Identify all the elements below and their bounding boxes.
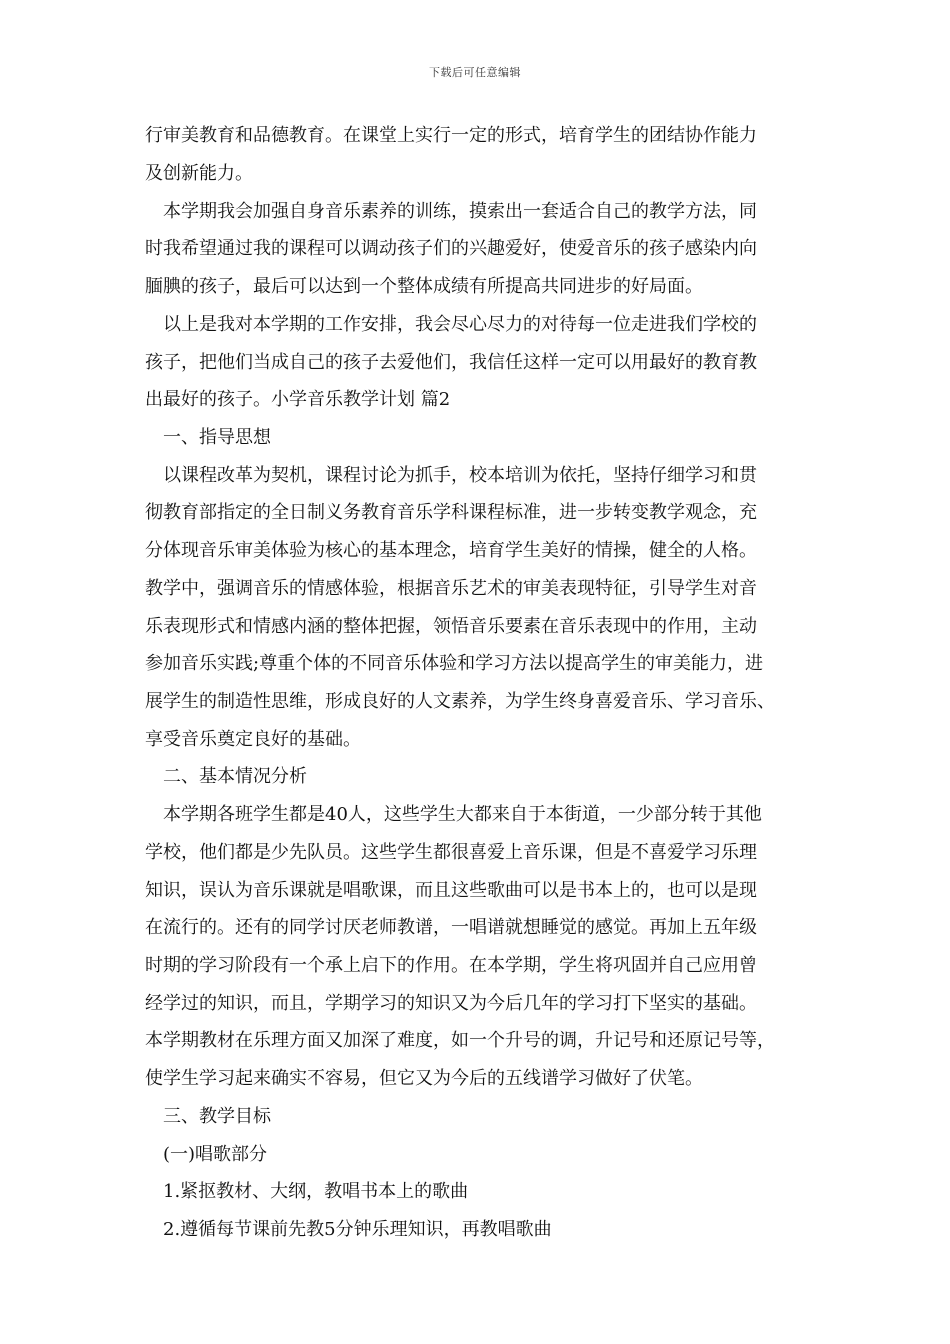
text-line: 使学生学习起来确实不容易，但它又为今后的五线谱学习做好了伏笔。 (145, 1068, 703, 1089)
text-line: 在流行的。还有的同学讨厌老师教谱，一唱谱就想睡觉的感觉。再加上五年级 (145, 917, 757, 938)
text-line: 享受音乐奠定良好的基础。 (145, 729, 361, 750)
text-line: 出最好的孩子。小学音乐教学计划 篇2 (145, 389, 451, 410)
text-line: 知识，误认为音乐课就是唱歌课，而且这些歌曲可以是书本上的，也可以是现 (145, 880, 757, 901)
text-line: 时期的学习阶段有一个承上启下的作用。在本学期，学生将巩固并自己应用曾 (145, 955, 757, 976)
text-line: 教学中，强调音乐的情感体验，根据音乐艺术的审美表现特征，引导学生对音 (145, 578, 757, 599)
text-line: 及创新能力。 (145, 163, 253, 184)
list-item: 1.紧抠教材、大纲，教唱书本上的歌曲 (163, 1181, 469, 1202)
paragraph-line: 本学期我会加强自身音乐素养的训练，摸索出一套适合自己的教学方法，同 (163, 201, 757, 222)
text-line: 行审美教育和品德教育。在课堂上实行一定的形式，培育学生的团结协作能力 (145, 125, 757, 146)
paragraph-line: 本学期各班学生都是40人，这些学生大都来自于本街道，一少部分转于其他 (163, 804, 762, 825)
text-line: 经学过的知识，而且，学期学习的知识又为今后几年的学习打下坚实的基础。 (145, 993, 757, 1014)
text-line: 时我希望通过我的课程可以调动孩子们的兴趣爱好，使爱音乐的孩子感染内向 (145, 238, 757, 259)
section-heading: 三、教学目标 (163, 1106, 271, 1127)
paragraph-line: 以上是我对本学期的工作安排，我会尽心尽力的对待每一位走进我们学校的 (163, 314, 757, 335)
text-line: 彻教育部指定的全日制义务教育音乐学科课程标准，进一步转变教学观念，充 (145, 502, 757, 523)
text-line: 孩子，把他们当成自己的孩子去爱他们，我信任这样一定可以用最好的教育教 (145, 352, 757, 373)
text-line: 学校，他们都是少先队员。这些学生都很喜爱上音乐课，但是不喜爱学习乐理 (145, 842, 757, 863)
section-heading: 二、基本情况分析 (163, 766, 307, 787)
page-header: 下载后可任意编辑 (429, 66, 521, 79)
list-item: 2.遵循每节课前先教5分钟乐理知识，再教唱歌曲 (163, 1219, 552, 1240)
text-line: 乐表现形式和情感内涵的整体把握，领悟音乐要素在音乐表现中的作用，主动 (145, 616, 757, 637)
text-line: 分体现音乐审美体验为核心的基本理念，培育学生美好的情操，健全的人格。 (145, 540, 757, 561)
subsection-heading: (一)唱歌部分 (163, 1144, 268, 1165)
text-line: 腼腆的孩子，最后可以达到一个整体成绩有所提高共同进步的好局面。 (145, 276, 703, 297)
text-line: 本学期教材在乐理方面又加深了难度，如一个升号的调，升记号和还原记号等， (145, 1030, 775, 1051)
text-line: 参加音乐实践;尊重个体的不同音乐体验和学习方法以提高学生的审美能力，进 (145, 653, 764, 674)
paragraph-line: 以课程改革为契机，课程讨论为抓手，校本培训为依托，坚持仔细学习和贯 (163, 465, 757, 486)
text-line: 展学生的制造性思维，形成良好的人文素养，为学生终身喜爱音乐、学习音乐、 (145, 691, 775, 712)
section-heading: 一、指导思想 (163, 427, 271, 448)
